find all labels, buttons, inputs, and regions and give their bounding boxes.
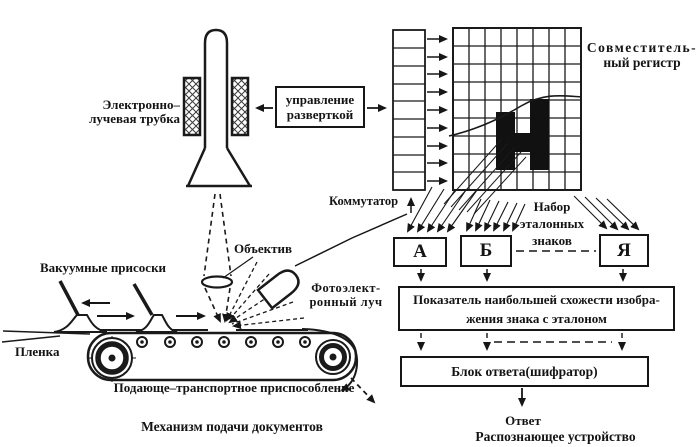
crt-label-line1: Электронно– bbox=[102, 97, 180, 112]
commutator-label: Коммутатор bbox=[329, 194, 399, 208]
photodetector-label-line1: Фотоэлект- bbox=[311, 281, 381, 295]
vacuum-cups-label: Вакуумные присоски bbox=[40, 260, 167, 275]
lens-label: Объектив bbox=[234, 241, 293, 256]
reference-box-b bbox=[460, 235, 512, 267]
register-label-line2: ный регистр bbox=[603, 55, 681, 70]
crt-tube bbox=[184, 30, 252, 186]
reference-box-ya bbox=[599, 234, 649, 267]
scan-control-line2: разверткой bbox=[286, 107, 354, 122]
feeder-mechanism-label: Механизм подачи документов bbox=[141, 419, 323, 434]
commutator-column bbox=[393, 30, 425, 190]
reference-letter-b: Б bbox=[479, 240, 493, 261]
similarity-line2: жения знака с эталоном bbox=[466, 310, 607, 326]
scan-control-line1: управление bbox=[285, 92, 355, 107]
answer-label: Ответ bbox=[505, 413, 541, 428]
reference-letter-a: А bbox=[413, 241, 427, 262]
vacuum-suction-cups bbox=[54, 281, 177, 332]
similarity-indicator-box bbox=[398, 286, 675, 331]
transport-label: Подающе–транспортное приспособление bbox=[113, 380, 355, 395]
similarity-line1: Показатель наибольшей схожести изобра- bbox=[413, 291, 660, 307]
document-motion-arrows bbox=[83, 303, 204, 316]
answer-block-box bbox=[400, 356, 649, 387]
crt-label bbox=[84, 98, 180, 126]
belt-wheel-right bbox=[315, 339, 351, 375]
reference-set-line1: Набор bbox=[533, 199, 571, 214]
lens-shape bbox=[202, 277, 232, 288]
answer-block-label: Блок ответа(шифратор) bbox=[451, 363, 598, 379]
film-label: Пленка bbox=[15, 344, 60, 359]
deflection-coil-left bbox=[184, 78, 200, 135]
photodetector-label-line2: ронный луч bbox=[309, 295, 383, 309]
fan-to-box-a bbox=[408, 187, 477, 231]
scan-control-box bbox=[275, 86, 365, 128]
commutator-to-register-arrows bbox=[427, 39, 446, 181]
photodetector-label bbox=[299, 281, 393, 309]
reference-set-line3: знаков bbox=[532, 233, 572, 248]
register-label-line1: Совместитель- bbox=[586, 40, 698, 55]
reference-letter-ya: Я bbox=[617, 239, 631, 261]
register-label bbox=[583, 40, 700, 70]
lens-leader-line bbox=[223, 257, 253, 278]
reference-set-line2: эталонных bbox=[519, 216, 585, 231]
ref-box-output-arrows bbox=[421, 269, 623, 280]
deflection-coil-right bbox=[232, 78, 248, 135]
recognition-device-label: Распознающее устройство bbox=[475, 429, 636, 444]
crt-label-line2: лучевая трубка bbox=[89, 111, 180, 126]
similarity-output-arrows bbox=[421, 333, 622, 349]
reference-set-label bbox=[506, 198, 598, 249]
light-beam-dashed bbox=[202, 194, 304, 326]
reference-box-a bbox=[393, 237, 447, 267]
photodetector bbox=[258, 266, 303, 308]
